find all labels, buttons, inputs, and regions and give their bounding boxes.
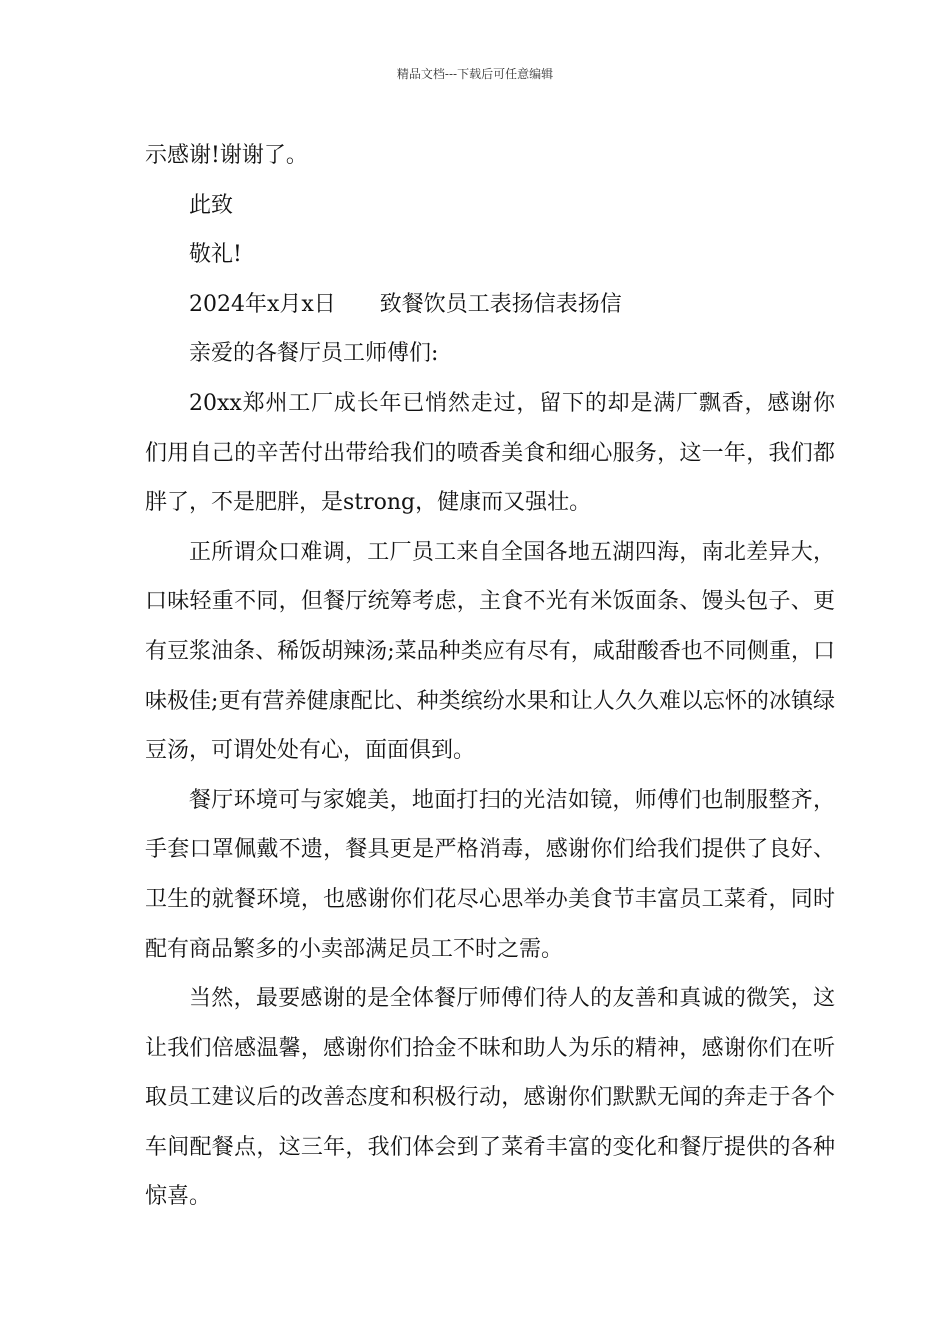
date-and-title-line: 2024年x月x日 致餐饮员工表扬信表扬信 (189, 291, 622, 317)
letter-greeting: 亲爱的各餐厅员工师傅们: (189, 341, 439, 367)
page-header: 精品文档---下载后可任意编辑 (396, 67, 554, 81)
document-body (145, 131, 835, 1222)
paragraph-year-summary: 20xx郑州工厂成长年已悄然走过，留下的却是满厂飘香，感谢你们用自己的辛苦付出带给我们的喷香美食和细心服务，这一年，我们都胖了，不是肥胖，是strong，健康而又强壮。 (145, 390, 835, 516)
paragraph-closing-thanks: 示感谢!谢谢了。 (145, 143, 308, 168)
paragraph-environment: 餐厅环境可与家媲美，地面打扫的光洁如镜，师傅们也制服整齐，手套口罩佩戴不遗，餐具更是严格消毒，感谢你们给我们提供了良好、卫生的就餐环境，也感谢你们花尽心思举办美食节丰富员工菜肴，同时配有商品繁多的小卖部满足员工不时之需。 (145, 787, 835, 962)
paragraph-food-variety: 正所谓众口难调，工厂员工来自全国各地五湖四海，南北差异大，口味轻重不同，但餐厅统筹考虑，主食不光有米饭面条、馒头包子、更有豆浆油条、稀饭胡辣汤;菜品种类应有尽有，咸甜酸香也不同侧重，口味极佳;更有营养健康配比、种类缤纷水果和让人久久难以忘怀的冰镇绿豆汤，可谓处处有心，面面俱到。 (145, 539, 835, 764)
paragraph-gratitude: 当然，最要感谢的是全体餐厅师傅们待人的友善和真诚的微笑，这让我们倍感温馨，感谢你们拾金不昧和助人为乐的精神，感谢你们在听取员工建议后的改善态度和积极行动，感谢你们默默无闻的奔走于各个车间配餐点，这三年，我们体会到了菜肴丰富的变化和餐厅提供的各种惊喜。 (145, 986, 835, 1210)
salutation-cizhi: 此致 (189, 192, 234, 218)
salutation-jingli: 敬礼! (189, 242, 242, 268)
